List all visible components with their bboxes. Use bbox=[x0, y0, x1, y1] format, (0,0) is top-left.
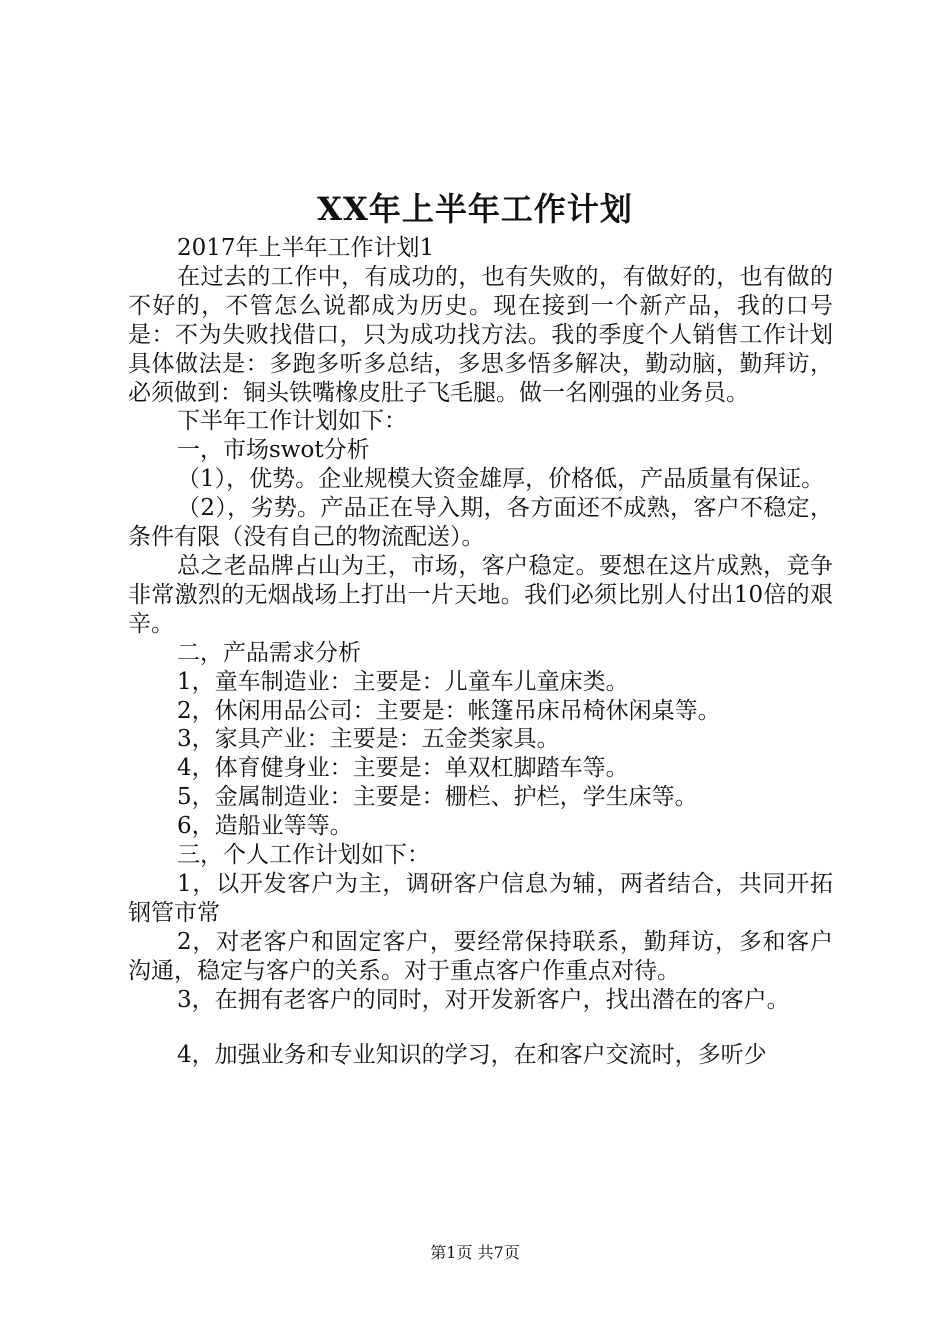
section-heading-demand: 二，产品需求分析 bbox=[177, 639, 361, 666]
list-item: 4，体育健身业：主要是：单双杠脚踏车等。 bbox=[177, 755, 629, 782]
list-item: 3，家具产业：主要是：五金类家具。 bbox=[177, 726, 560, 753]
list-item: 5，金属制造业：主要是：栅栏、护栏，学生床等。 bbox=[177, 784, 698, 811]
section-heading-swot: 一，市场swot分析 bbox=[177, 437, 370, 464]
section-heading-personal-plan: 三，个人工作计划如下： bbox=[177, 842, 430, 869]
list-item: 4，加强业务和专业知识的学习，在和客户交流时，多听少 bbox=[177, 1042, 767, 1069]
list-item: 3，在拥有老客户的同时，对开发新客户，找出潜在的客户。 bbox=[177, 986, 790, 1013]
paragraph-intro: 在过去的工作中，有成功的，也有失败的，有做好的，也有做的不好的，不管怎么说都成为历史。现在接到一个新产品，我的口号是：不为失败找借口，只为成功找方法。我的季度个人销售工作计划具体做法是：多跑多听多总结，多思多悟多解决，勤动脑，勤拜访，必须做到：铜头铁嘴橡皮肚子飞毛腿。做一名刚强的业务员。 bbox=[128, 263, 833, 406]
list-item: 1，以开发客户为主，调研客户信息为辅，两者结合，共同开拓钢管市常 bbox=[128, 870, 833, 926]
paragraph-weakness: （2），劣势。产品正在导入期，各方面还不成熟，客户不稳定，条件有限（没有自己的物流配送）。 bbox=[128, 495, 833, 551]
paragraph-plan-heading: 下半年工作计划如下： bbox=[177, 408, 407, 435]
paragraph-summary: 总之老品牌占山为王，市场，客户稳定。要想在这片成熟，竞争非常激烈的无烟战场上打出一片天地。我们必须比别人付出10倍的艰辛。 bbox=[128, 552, 833, 637]
document-title: XX年上半年工作计划 bbox=[317, 190, 633, 228]
list-item: 2，对老客户和固定客户，要经常保持联系，勤拜访，多和客户沟通，稳定与客户的关系。对于重点客户作重点对待。 bbox=[128, 928, 833, 984]
paragraph-strength: （1），优势。企业规模大资金雄厚，价格低，产品质量有保证。 bbox=[177, 466, 825, 493]
paragraph-subtitle: 2017年上半年工作计划1 bbox=[177, 235, 435, 261]
list-item: 6，造船业等等。 bbox=[177, 813, 353, 840]
list-item: 1，童车制造业：主要是：儿童车儿童床类。 bbox=[177, 668, 629, 695]
document-body bbox=[128, 234, 833, 1070]
list-item: 2，休闲用品公司：主要是：帐篷吊床吊椅休闲桌等。 bbox=[177, 697, 721, 724]
page-footer: 第1页 共7页 bbox=[430, 1243, 520, 1262]
